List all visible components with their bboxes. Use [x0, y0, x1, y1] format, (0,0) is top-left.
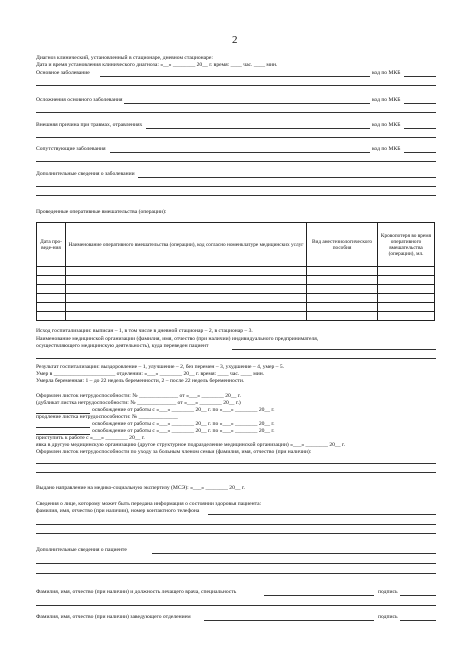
head-signature-field[interactable]: [400, 620, 436, 621]
pregnancy-line: Умерла беременная: 1 – до 22 недель беременности, 2 – после 22 недель беременности.: [36, 378, 245, 384]
sick-leave-care: Оформлен листок нетрудоспособности по уходу за больным членом семьи (фамилия, имя, отчество (при наличии):: [36, 449, 312, 455]
contact-subtitle: фамилия, имя, отчество (при наличии), номер контактного телефона: [36, 508, 200, 514]
operations-table: [36, 222, 435, 321]
patient-info-line-3[interactable]: [36, 573, 436, 574]
operations-header-row: [37, 223, 435, 267]
comorbid-label: Сопутствующие заболевания: [36, 146, 106, 152]
table-row: [37, 312, 435, 321]
mkb-code-field-1[interactable]: [404, 76, 436, 77]
additional-info-field[interactable]: [138, 177, 436, 178]
sick-leave-transfer: явка в другую медицинскую организацию (другое структурное подразделение медицинской организации) «___» ________ 20__ г.: [36, 442, 345, 448]
doctor-name-field[interactable]: [264, 595, 374, 596]
table-row: [37, 285, 435, 294]
transfer-org-line-2: осуществляющего медицинскую деятельность), куда переведен пациент: [36, 343, 209, 349]
table-cell[interactable]: [37, 294, 66, 303]
doctor-sign-caption: подпись: [378, 589, 398, 595]
doctor-signature-label: Фамилия, имя, отчество (при наличии) и должность лечащего врача, специальность: [36, 589, 237, 595]
care-field-1[interactable]: [36, 463, 436, 464]
mkb-code-field-3[interactable]: [404, 128, 436, 129]
table-cell[interactable]: [307, 276, 378, 285]
additional-info-label: Дополнительные сведения о заболевании: [36, 171, 135, 177]
head-signature-label: Фамилия, имя, отчество (при наличии) заведующего отделением: [36, 614, 191, 620]
main-disease-label: Основное заболевание: [36, 70, 90, 76]
mkb-code-label-1: код по МКБ: [372, 70, 401, 76]
table-cell[interactable]: [307, 303, 378, 312]
table-cell[interactable]: [66, 312, 307, 321]
table-cell[interactable]: [378, 267, 435, 276]
result-line: Результат госпитализации: выздоровление – 1, улучшение – 2, без перемен – 3, ухудшение – 4, умер – 5.: [36, 364, 285, 370]
table-row: [37, 294, 435, 303]
contact-field[interactable]: [208, 514, 436, 515]
table-cell[interactable]: [66, 285, 307, 294]
main-disease-line-2[interactable]: [36, 85, 436, 86]
table-cell[interactable]: [37, 276, 66, 285]
operations-title: Проведенные оперативные вмешательства (операции):: [36, 209, 167, 215]
col-date: Дата про-веде-ния: [37, 223, 66, 267]
sick-leave-return: приступить к работе с «___» ________ 20__ г.: [36, 435, 145, 441]
sick-leave-release-3: освобождение от работы с «___» ________ 20__ г. по «___» ________ 20__ г.: [92, 428, 275, 434]
table-row: [37, 276, 435, 285]
table-cell[interactable]: [37, 285, 66, 294]
table-cell[interactable]: [378, 312, 435, 321]
table-cell[interactable]: [378, 276, 435, 285]
sick-leave-issued: Оформлен листок нетрудоспособности: № ______________ от «___» ________ 20__ г.: [36, 393, 241, 399]
external-cause-line-2[interactable]: [36, 137, 436, 138]
mkb-code-field-2[interactable]: [404, 103, 436, 104]
transfer-org-line-3[interactable]: [36, 358, 436, 359]
diagnosis-date-line: Дата и время установления клинического диагноза: «__» ________ 20__ г. время: ____ час. ____ мин.: [36, 62, 278, 68]
doctor-line-2[interactable]: [36, 605, 436, 606]
col-blood-loss: Кровопотеря во время оперативного вмешательства (операции), мл.: [378, 223, 435, 267]
sick-leave-extension: продление листка нетрудоспособности: № ______________: [36, 414, 178, 420]
contact-line-3[interactable]: [36, 533, 436, 534]
table-row: [37, 267, 435, 276]
table-cell[interactable]: [307, 285, 378, 294]
patient-info-line-2[interactable]: [36, 563, 436, 564]
head-sign-caption: подпись: [378, 614, 398, 620]
external-cause-label: Внешняя причина при травмах, отравлениях: [36, 122, 143, 128]
table-cell[interactable]: [378, 294, 435, 303]
care-field-2[interactable]: [36, 472, 436, 473]
comorbid-field[interactable]: [110, 152, 370, 153]
mkb-code-label-4: код по МКБ: [372, 146, 401, 152]
doctor-signature-field[interactable]: [400, 595, 436, 596]
patient-info-field[interactable]: [152, 553, 436, 554]
main-complication-label: Осложнения основного заболевания: [36, 97, 123, 103]
table-cell[interactable]: [66, 294, 307, 303]
sick-leave-release-1: освобождение от работы с «___» ________ 20__ г. по «___» ________ 20__ г.: [92, 407, 275, 413]
additional-info-line-2[interactable]: [36, 186, 436, 187]
table-cell[interactable]: [378, 285, 435, 294]
mkb-code-label-3: код по МКБ: [372, 122, 401, 128]
outcome-line: Исход госпитализации: выписан – 1, в том числе в дневной стационар – 2, в стационар – 3.: [36, 328, 253, 334]
table-cell[interactable]: [66, 276, 307, 285]
table-row: [37, 303, 435, 312]
additional-info-line-3[interactable]: [36, 195, 436, 196]
external-cause-field[interactable]: [146, 128, 370, 129]
contact-title: Сведения о лице, которому может быть передана информация о состоянии здоровья пациента:: [36, 501, 262, 507]
sick-leave-duplicate: (дубликат листка нетрудоспособности: № ______________ от «___» ________ 20__ г.): [36, 400, 241, 406]
patient-info-label: Дополнительные сведения о пациенте: [36, 547, 127, 553]
col-anesthesia: Вид анестезиологического пособия: [307, 223, 378, 267]
transfer-org-line: Наименование медицинской организации (фамилия, имя, отчество (при наличии) индивидуального предпринимателя,: [36, 336, 319, 342]
table-cell[interactable]: [307, 267, 378, 276]
comorbid-line-2[interactable]: [36, 161, 436, 162]
col-operation-name: Наименование оперативного вмешательства (операции), код согласно номенклатуре медицинских услуг: [66, 223, 307, 267]
head-name-field[interactable]: [204, 620, 374, 621]
table-cell[interactable]: [66, 303, 307, 312]
referral-line: Выдано направление на медико-социальную экспертизу (МСЭ): «___» ________ 20__ г.: [36, 485, 245, 491]
table-cell[interactable]: [378, 303, 435, 312]
sick-leave-release-2: освобождение от работы с «___» ________ 20__ г. по «___» ________ 20__ г.: [92, 421, 275, 427]
table-cell[interactable]: [307, 312, 378, 321]
mkb-code-field-4[interactable]: [404, 152, 436, 153]
page-number: 2: [232, 34, 238, 46]
mkb-code-label-2: код по МКБ: [372, 97, 401, 103]
transfer-org-field[interactable]: [232, 349, 436, 350]
table-cell[interactable]: [37, 303, 66, 312]
contact-line-2[interactable]: [36, 524, 436, 525]
main-complication-field[interactable]: [124, 103, 370, 104]
table-cell[interactable]: [37, 267, 66, 276]
release-field-2[interactable]: [36, 427, 90, 428]
table-cell[interactable]: [37, 312, 66, 321]
table-cell[interactable]: [307, 294, 378, 303]
died-line: Умер в ______________________ отделении: «___» ________ 20__ г. время: ____ час. ____ мин.: [36, 371, 265, 377]
complication-line-2[interactable]: [36, 112, 436, 113]
table-cell[interactable]: [66, 267, 307, 276]
clinical-diagnosis-header: Диагноз клинический, установленный в стационаре, дневном стационаре:: [36, 55, 213, 61]
main-disease-field[interactable]: [100, 76, 370, 77]
